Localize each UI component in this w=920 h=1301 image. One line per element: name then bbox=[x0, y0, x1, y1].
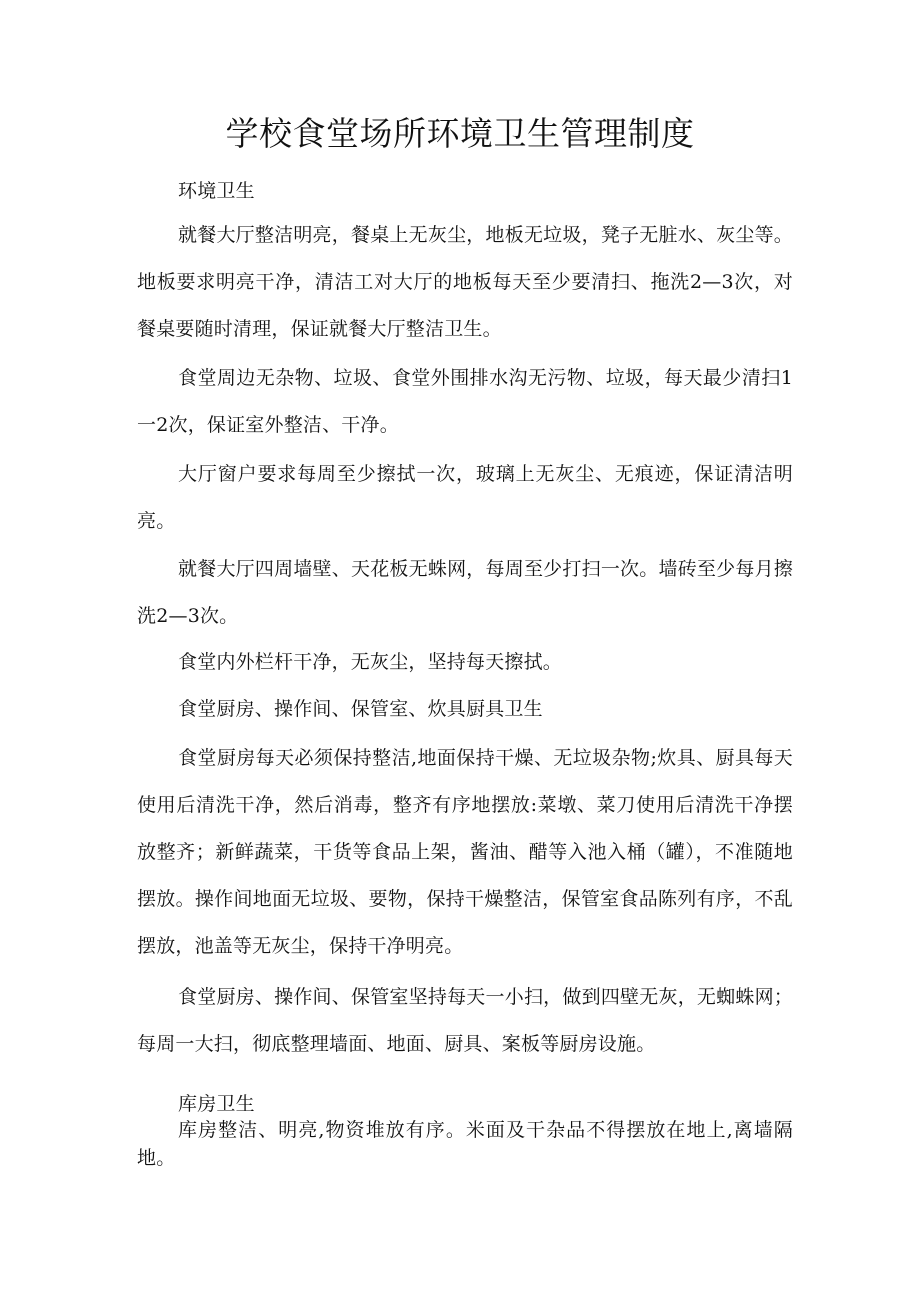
paragraph-windows: 大厅窗户要求每周至少擦拭一次，玻璃上无灰尘、无痕迹，保证清洁明亮。 bbox=[137, 463, 793, 532]
paragraph-kitchen-schedule: 食堂厨房、操作间、保管室坚持每天一小扫，做到四壁无灰，无蜘蛛网；每周一大扫，彻底整理墙面、地面、厨具、案板等厨房设施。 bbox=[137, 986, 793, 1055]
document-title: 学校食堂场所环境卫生管理制度 bbox=[225, 114, 695, 153]
section-heading-kitchen: 食堂厨房、操作间、保管室、炊具厨具卫生 bbox=[178, 698, 543, 720]
paragraph-kitchen-cleaning: 食堂厨房每天必须保持整洁,地面保持干燥、无垃圾杂物;炊具、厨具每天使用后清洗干净，然后消毒，整齐有序地摆放:菜墩、菜刀使用后清洗干净摆放整齐；新鲜蔬菜，干货等食品上架，酱油、醋等入池入桶（罐），不准随地摆放。操作间地面无垃圾、要物，保持干燥整洁，保管室食品陈列有序，不乱摆放，池盖等无灰尘，保持干净明亮。 bbox=[137, 747, 793, 957]
paragraph-dining-hall: 就餐大厅整洁明亮，餐桌上无灰尘，地板无垃圾，凳子无脏水、灰尘等。地板要求明亮干净，清洁工对大厅的地板每天至少要清扫、拖洗2—3次，对餐桌要随时清理，保证就餐大厅整洁卫生。 bbox=[137, 224, 793, 340]
paragraph-railings: 食堂内外栏杆干净，无灰尘，坚持每天擦拭。 bbox=[178, 651, 563, 673]
paragraph-surroundings: 食堂周边无杂物、垃圾、食堂外围排水沟无污物、垃圾，每天最少清扫1一2次，保证室外整洁、干净。 bbox=[137, 367, 793, 436]
paragraph-walls: 就餐大厅四周墙壁、天花板无蛛网，每周至少打扫一次。墙砖至少每月擦洗2—3次。 bbox=[137, 558, 793, 627]
paragraph-storeroom: 库房整洁、明亮,物资堆放有序。米面及干杂品不得摆放在地上,离墙隔地。 bbox=[137, 1119, 793, 1169]
section-heading-environment: 环境卫生 bbox=[178, 180, 255, 202]
section-heading-storeroom: 库房卫生 bbox=[178, 1093, 255, 1115]
